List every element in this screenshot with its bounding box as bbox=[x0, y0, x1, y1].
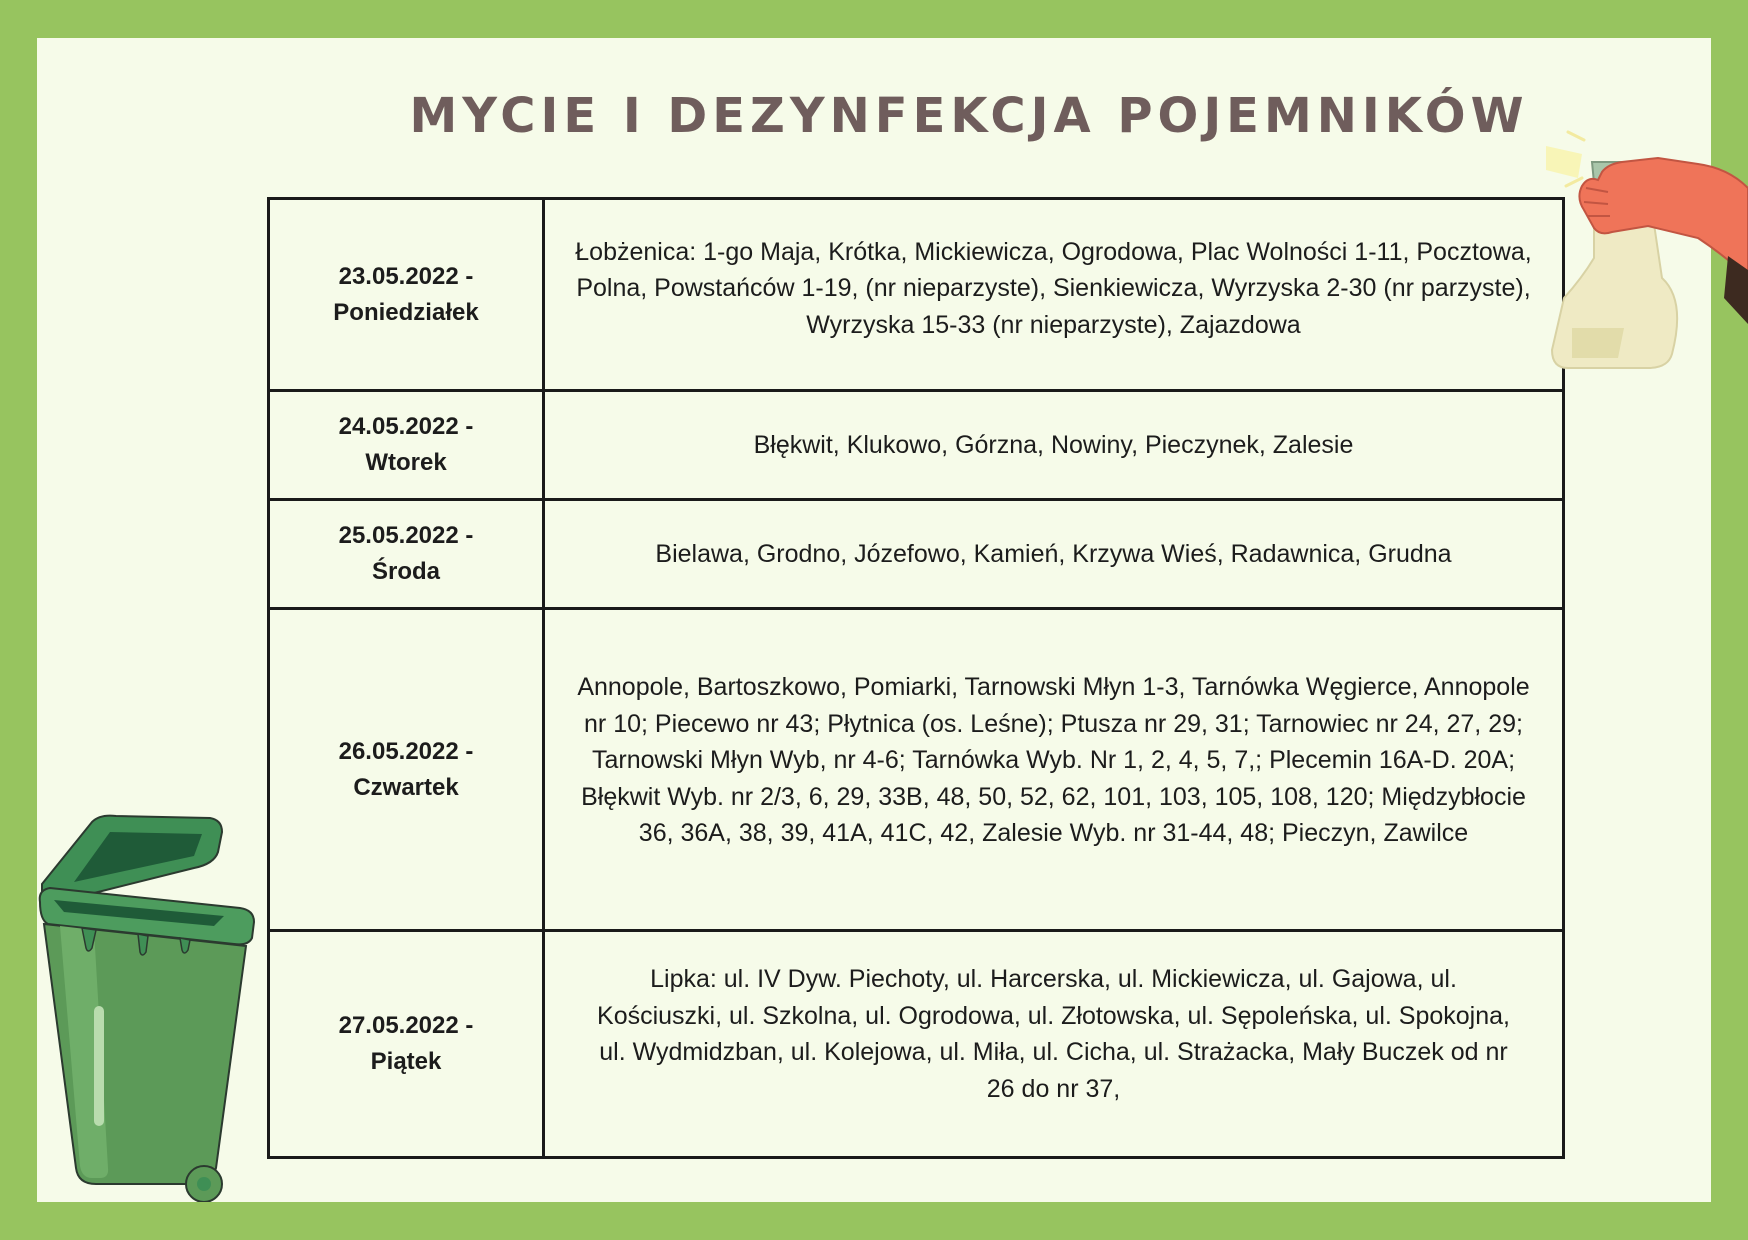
date-cell bbox=[269, 500, 544, 609]
date-cell bbox=[269, 391, 544, 500]
schedule-table bbox=[267, 197, 1565, 1159]
table-row bbox=[269, 391, 1564, 500]
hand-spray-bottle-icon bbox=[1538, 128, 1748, 374]
date-cell bbox=[269, 609, 544, 931]
weekday-text: Piątek bbox=[370, 1048, 442, 1075]
streets-cell: Annopole, Bartoszkowo, Pomiarki, Tarnowski Młyn 1-3, Tarnówka Węgierce, Annopole nr 10; Piecewo nr 43; Płytnica (os. Leśne); Ptusza nr 29, 31; Tarnowiec nr 24, 27, 29; Tarnowski Młyn Wyb, nr 4-6; Tarnówka Wyb. Nr 1, 2, 4, 5, 7,; Plecemin 16A-D. 20A; Błękwit Wyb. nr 2/3, 6, 29, 33B, 48, 50, 52, 62, 101, 103, 105, 108, 120; Międzybłocie 36, 36A, 38, 39, 41A, 41C, 42, Zalesie Wyb. nr 31-44, 48; Pieczyn, Zawilce bbox=[544, 609, 1564, 931]
streets-cell: Lipka: ul. IV Dyw. Piechoty, ul. Harcerska, ul. Mickiewicza, ul. Gajowa, ul. Kościuszki, ul. Szkolna, ul. Ogrodowa, ul. Złotowska, ul. Sępoleńska, ul. Spokojna, ul. Wydmidzban, ul. Kolejowa, ul. Miła, ul. Cicha, ul. Strażacka, Mały Buczek od nr 26 do nr 37, bbox=[544, 931, 1564, 1158]
date-text: 23.05.2022 - bbox=[338, 262, 474, 290]
table-row bbox=[269, 931, 1564, 1158]
table-row bbox=[269, 609, 1564, 931]
weekday-text: Wtorek bbox=[365, 449, 447, 476]
date-text: 27.05.2022 - bbox=[338, 1012, 474, 1039]
streets-cell: Błękwit, Klukowo, Górzna, Nowiny, Pieczynek, Zalesie bbox=[544, 391, 1564, 500]
weekday-text: Czwartek bbox=[353, 773, 459, 801]
streets-cell: Bielawa, Grodno, Józefowo, Kamień, Krzywa Wieś, Radawnica, Grudna bbox=[544, 500, 1564, 609]
date-cell bbox=[269, 199, 544, 391]
date-text: 24.05.2022 - bbox=[338, 413, 474, 440]
streets-cell: Łobżenica: 1-go Maja, Krótka, Mickiewicza, Ogrodowa, Plac Wolności 1-11, Pocztowa, Polna, Powstańców 1-19, (nr nieparzyste), Sienkiewicza, Wyrzyska 2-30 (nr parzyste), Wyrzyska 15-33 (nr nieparzyste), Zajazdowa bbox=[544, 199, 1564, 391]
green-wheelie-bin-icon bbox=[34, 812, 264, 1202]
date-text: 25.05.2022 - bbox=[338, 522, 474, 549]
table-row bbox=[269, 500, 1564, 609]
table-row bbox=[269, 199, 1564, 391]
weekday-text: Środa bbox=[371, 558, 440, 585]
date-cell bbox=[269, 931, 544, 1158]
page-title: MYCIE I DEZYNFEKCJA POJEMNIKÓW bbox=[409, 88, 1529, 144]
weekday-text: Poniedziałek bbox=[333, 298, 479, 326]
date-text: 26.05.2022 - bbox=[338, 737, 474, 765]
